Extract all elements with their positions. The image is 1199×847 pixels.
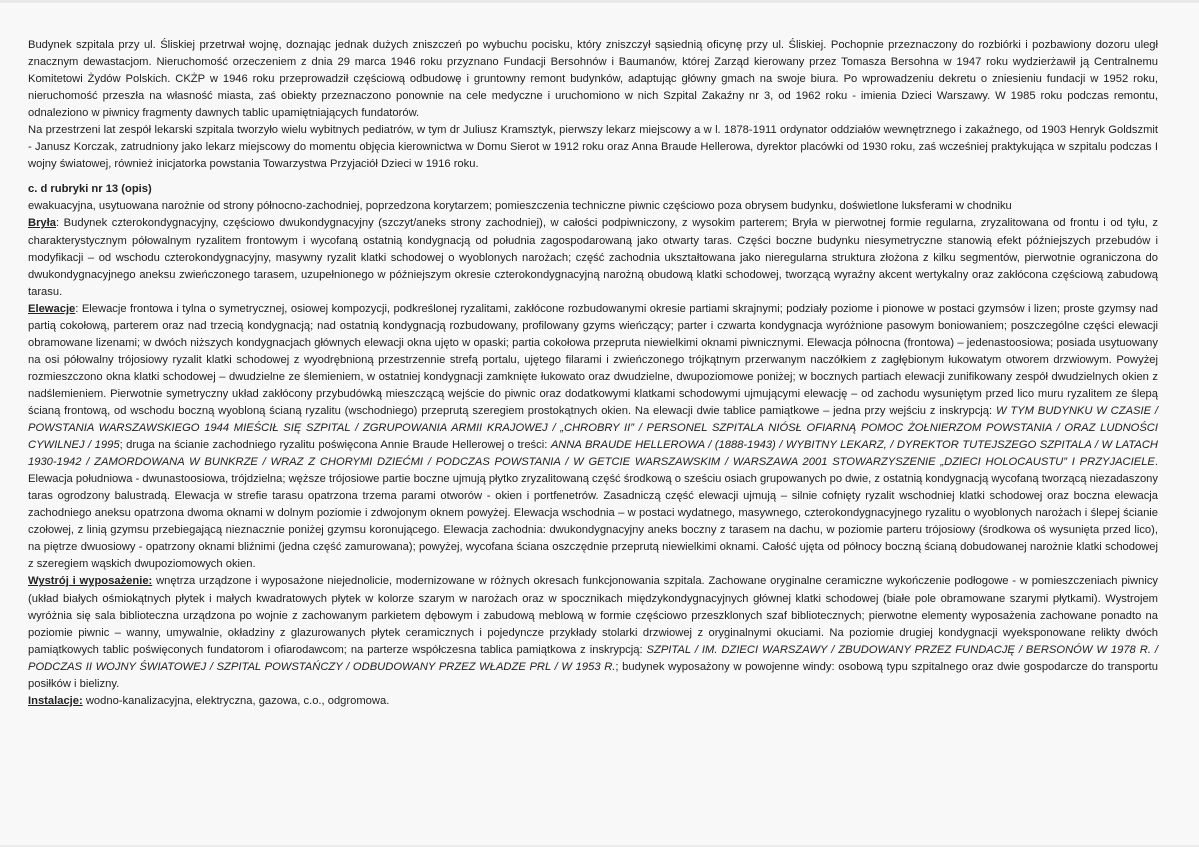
wystroj-paragraph [28,573,1158,692]
elewacje-inscription-1: W TYM BUDYNKU W CZASIE / POWSTANIA WARSZAWSKIEGO 1944 MIEŚCIŁ SIĘ SZPITAL / ZGRUPOWANIA ARMII KRAJOWEJ / „CHROBRY II” / PERSONEL SZPITALA NIÓSŁ OFIARNĄ POMOC ŻOŁNIERZOM POWSTANIA / ORAZ LUDNOŚCI CYWILNEJ / 1995 [28,404,1159,452]
history-paragraph-1: Budynek szpitala przy ul. Śliskiej przetrwał wojnę, doznając jednak dużych zniszczeń po wybuchu pocisku, który zniszczył sąsiednią oficynę przy ul. Śliskiej. Pochopnie przeznaczony do rozbiórki i pozbawiony dozoru uległ znacznym dewastacjom. Nieruchomość orzeczeniem z dnia 29 marca 1946 roku przyznano Fundacji Bersohnów i Baumanów, której Zarząd kierowany przez Tomasza Bersohna w 1947 roku wydzierżawił ją Centralnemu Komitetowi Żydów Polskich. CKŻP w 1946 roku przeprowadził częściową odbudowę i gruntowny remont budynków, adaptując główny gmach na swoje biura. Po wprowadzeniu dekretu o zniesieniu fundacji w 1952 roku, nieruchomość przeszła na własność miasta, zaś obiekty przeznaczono ponownie na cele medyczne i uruchomiono w nich Szpital Zakaźny nr 3, od 1962 roku - imienia Dzieci Warszawy. W 1985 roku podczas remontu, odnaleziono w piwnicy fragmenty dawnych tablic upamiętniających fundatorów. [28,39,1158,120]
wystroj-inscription: SZPITAL / IM. DZIECI WARSZAWY / ZBUDOWANY PRZEZ FUNDACJĘ / BERSONÓW W 1978 R. / PODCZAS II WOJNY ŚWIATOWEJ / SZPITAL POWSTAŃCZY / ODBUDOWANY PRZEZ WŁADZE PRL / W 1953 R. [28,643,1158,673]
elewacje-text-3: . Elewacja południowa - dwunastoosiowa, trójdzielna; węższe trójosiowe partie boczne ujmują płytko zryzalitowaną część środkową o sześciu osiach grupowanych po dwie, z ostatnią kondygnacją wycofaną tworzącą niezadaszony taras ogrodzony balustradą. Elewacja w strefie tarasu opatrzona trzema parami otworów - okien i portfenetrów. Zasadniczą część elewacji ujmują – silnie cofnięty ryzalit wschodniej klatki schodowej oraz boczna elewacja zachodniego aneksu opatrzona dwoma oknami w dolnym poziomie i zdwojonym oknem powyżej. Elewacja wschodnia – w postaci wydatnego, masywnego, czterokondygnacyjnego ryzalitu o wyoblonych narożach i ślepej ścianie czołowej, z linią gzymsu przebiegającą nieznacznie poniżej gzymsu koronującego. Elewacja zachodnia: dwukondygnacyjny aneks boczny z tarasem na dachu, w poziomie parteru trójosiowy (środkowa oś wysunięta przed lico), na piętrze dwuosiowy - opatrzony oknami bliźnimi (jedna część zamurowana); powyżej, wycofana ściana oszczędnie przeprutą niewielkimi oknami. Całość ujęta od północy boczną ścianą dobudowanej narożnie klatki schodowej z szeregiem wąskich dwupoziomowych okien. [28,456,1158,571]
document-body [28,37,1158,710]
wystroj-text-1: wnętrza urządzone i wyposażone niejednolicie, modernizowane w różnych okresach funkcjonowania szpitala. Zachowane oryginalne ceramiczne wykończenie podłogowe - w pomieszczeniach piwnicy (układ białych ośmiokątnych płytek i małych kwadratowych płytek w kolorze szarym w narożach oraz w spocznikach międzykondygnacyjnych głównej klatki schodowej (białe pole obramowane szarymi płytkami). Wystrojem wyróżnia się sala biblioteczna urządzona po wojnie z zachowanym parkietem dębowym i zabudową meblową w formie częściowo przeszklonych szaf bibliotecznych; pierwotne elementy wyposażenia zachowane ponadto na poziomie piwnic – wanny, umywalnie, okładziny z glazurowanych płytek ceramicznych i pojedyncze przykłady stolarki drzwiowej z oryginalnymi okuciami. Na poziomie drugiej kondygnacji wyeksponowane relikty dwóch pamiątkowych tablic poświęconych fundatorom i ofiarodawcom; na parterze współczesna tablica pamiątkowa z inskrypcją: [28,575,1159,656]
elewacje-label: Elewacje [28,302,76,315]
elewacje-inscription-2: ANNA BRAUDE HELLEROWA / (1888-1943) / WYBITNY LEKARZ, / DYREKTOR TUTEJSZEGO SZPITALA / W LATACH 1930-1942 / ZAMORDOWANA W BUNKRZE / WRAZ Z CHORYMI DZIEĆMI / PODCZAS POWSTANIA / W GETCIE WARSZAWSKIM / WARSZAWA 2001 STOWARZYSZENIE „DZIECI HOLOCAUSTU” I PRZYJACIELE [28,439,1158,469]
intro-line: ewakuacyjna, usytuowana narożnie od strony północno-zachodniej, poprzedzona korytarzem; pomieszczenia techniczne piwnic częściowo poza obrysem budynku, doświetlone luksferami w chodniku [28,200,1012,213]
section-heading: c. d rubryki nr 13 (opis) [28,183,152,196]
instalacje-label: Instalacje: [28,694,83,707]
wystroj-text-2: ; budynek wyposażony w powojenne windy: osobową typu szpitalnego oraz dwie gospodarcze do transportu posiłków i bielizny. [28,660,1158,690]
instalacje-paragraph [28,693,1158,710]
elewacje-paragraph [28,301,1158,574]
bryla-text: : Budynek czterokondygnacyjny, częściowo dwukondygnacyjny (szczyt/aneks strony zachodniej), w całości podpiwniczony, z wysokim parterem; Bryła w pierwotnej formie regularna, zryzalitowana od frontu i od tyłu, z charakterystycznym półowalnym ryzalitem frontowym i wycofaną ostatnią kondygnacją od południa zagospodarowaną jako otwarty taras. Części boczne budynku niesymetryczne stanowią efekt późniejszych przebudów i modyfikacji – od wschodu czterokondygnacyjny, masywny ryzalit klatki schodowej o wyoblonych narożach; część zachodnia ukształtowana jako nieregularna struktura złożona z kilku segmentów, pierwotnie ograniczona do dwukondygnacyjnego aneksu zwieńczonego tarasem, uzupełnionego w późniejszym okresie czterokondygnacyjną narożną obudową klatki schodowej, tworzącą wyraźny akcent wertykalny oraz zakłócona częściową zabudową tarasu. [28,217,1158,298]
elewacje-text-2: ; druga na ścianie zachodniego ryzalitu poświęcona Annie Braude Hellerowej o treści: [119,439,551,452]
instalacje-text: wodno-kanalizacyjna, elektryczna, gazowa, c.o., odgromowa. [82,694,390,707]
bryla-paragraph [28,215,1158,300]
wystroj-label: Wystrój i wyposażenie: [28,575,153,588]
scan-top-edge [0,0,1199,3]
history-paragraph-2: Na przestrzeni lat zespół lekarski szpitala tworzyło wielu wybitnych pediatrów, w tym dr Juliusz Kramsztyk, pierwszy lekarz miejscowy a w l. 1878-1911 ordynator oddziałów wewnętrznego i zakaźnego, od 1903 Henryk Goldszmit - Janusz Korczak, zatrudniony jako lekarz miejscowy do momentu objęcia kierownictwa w Domu Sierot w 1912 roku oraz Anna Braude Hellerowa, dyrektor placówki od 1930 roku, zaś wcześniej praktykująca w szpitalu podczas I wojny światowej, również inicjatorka powstania Towarzystwa Przyjaciół Dzieci w 1916 roku. [28,124,1158,171]
bryla-label: Bryła [28,217,56,230]
elewacje-text-1: : Elewacje frontowa i tylna o symetrycznej, osiowej kompozycji, podkreślonej ryzalitami, zakłócone rozbudowanymi okresie partiami skrajnymi; podziały poziome i pionowe w postaci gzymsów i lizen; proste gzymsy nad partią cokołową, parterem oraz nad trzecią kondygnacją; nad ostatnią kondygnacją rozbudowany, profilowany gzyms wieńczący; parter i czwarta kondygnacja wyróżnione pasowym boniowaniem; poszczególne części elewacji obramowane lizenami; w dwóch niższych kondygnacjach głównych elewacji okna ujęto w opaski; partia cokołowa przepruta niewielkimi oknami piwnicznymi. Elewacja północna (frontowa) – jedenastoosiowa; posiada usytuowany na osi półowalny trójosiowy ryzalit klatki schodowej z wyodrębnioną przestrzennie strefą portalu, ujętego filarami i zwieńczonego trójkątnym przerwanym naczółkiem z zagłębionym łukowatym otworem drzwiowym. Powyżej rozmieszczono okna klatki schodowej – dwudzielne ze ślemieniem, w ostatniej kondygnacji zamknięte łukowato oraz dwudzielne, dwupoziomowe poniżej; w bocznych partiach elewacji zunifikowany zespół dwudzielnych okien z nadślemieniem. Pierwotnie symetryczny układ zakłócony przybudówką mieszczącą wejście do piwnic oraz dodatkowymi klatkami schodowymi ujmującymi elewację – od zachodu wysuniętym przed lico muru ryzalitem ze ślepą ścianą frontową, od wschodu boczną wyobloną ścianą ryzalitu (wschodniego) przeprutą szeregiem prostokątnych okien. Na elewacji dwie tablice pamiątkowe – jedna przy wejściu z inskrypcją: [28,302,1158,417]
